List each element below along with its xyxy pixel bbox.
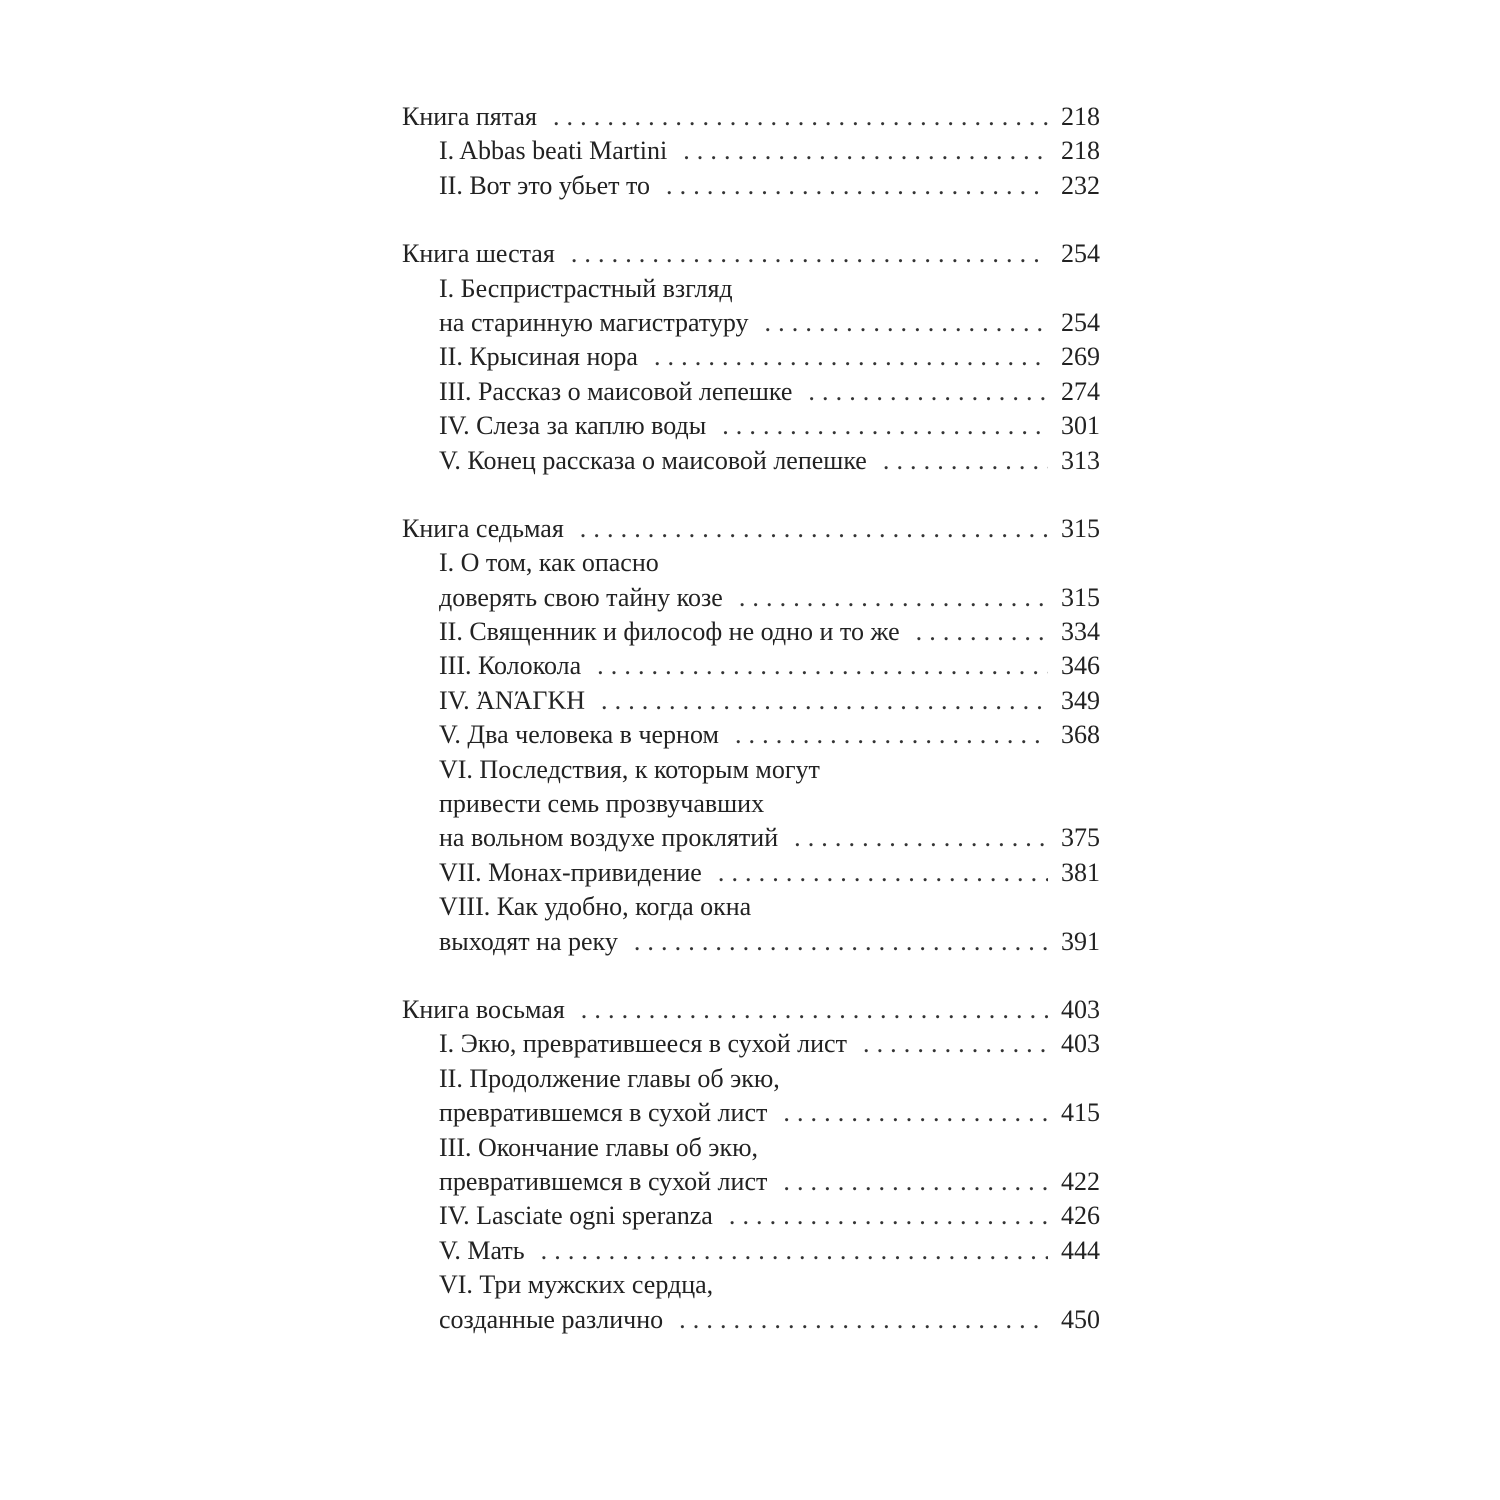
toc-chapter-entry <box>402 925 1100 959</box>
toc-chapter-entry <box>402 375 1100 409</box>
dot-leader <box>597 649 1048 683</box>
dot-leader <box>729 1199 1048 1233</box>
toc-chapter-entry <box>402 340 1100 374</box>
chapter-title: VI. Последствия, к которым могут <box>439 754 820 784</box>
dot-leader <box>783 1165 1048 1199</box>
dot-leader <box>765 306 1048 340</box>
chapter-title: III. Колокола <box>439 651 582 681</box>
dot-leader <box>735 718 1048 752</box>
page-number: 403 <box>1061 1029 1100 1059</box>
dot-leader <box>679 1303 1048 1337</box>
page-number: 315 <box>1061 513 1100 543</box>
dot-leader <box>541 1234 1048 1268</box>
toc-chapter-entry <box>402 1027 1100 1061</box>
dot-leader <box>783 1096 1048 1130</box>
toc-chapter-entry <box>402 169 1100 203</box>
toc-chapter-entry <box>402 1303 1100 1337</box>
page-number: 218 <box>1061 102 1100 131</box>
chapter-title: V. Два человека в черном <box>439 720 719 750</box>
page-number: 313 <box>1061 445 1100 475</box>
dot-leader <box>863 1027 1048 1061</box>
page-number: 315 <box>1061 582 1100 612</box>
chapter-title: превратившемся в сухой лист <box>439 1098 768 1128</box>
toc-chapter-entry <box>402 1268 1100 1302</box>
chapter-title: IV. Lasciate ogni speranza <box>439 1201 713 1231</box>
dot-leader <box>794 821 1048 855</box>
page-number: 375 <box>1061 823 1100 853</box>
page-number: 334 <box>1061 617 1100 647</box>
toc-chapter-entry <box>402 134 1100 168</box>
page-number: 301 <box>1061 411 1100 441</box>
toc-chapter-entry <box>402 684 1100 718</box>
chapter-title: V. Конец рассказа о маисовой лепешке <box>439 445 867 475</box>
page-number: 426 <box>1061 1201 1100 1231</box>
dot-leader <box>916 615 1048 649</box>
toc-chapter-entry <box>402 581 1100 615</box>
toc-chapter-entry <box>402 890 1100 924</box>
toc-chapter-entry <box>402 444 1100 478</box>
toc-chapter-entry <box>402 306 1100 340</box>
dot-leader <box>571 237 1048 271</box>
dot-leader <box>666 169 1048 203</box>
chapter-title: III. Окончание главы об экю, <box>439 1132 759 1162</box>
page-number: 232 <box>1061 170 1100 200</box>
toc-book-section <box>402 237 1100 478</box>
toc-chapter-entry <box>402 753 1100 787</box>
chapter-title: превратившемся в сухой лист <box>439 1166 768 1196</box>
chapter-title: IV. Слеза за каплю воды <box>439 411 707 441</box>
chapter-title: на вольном воздухе проклятий <box>439 823 779 853</box>
book-title: Книга седьмая <box>402 513 564 543</box>
chapter-title: III. Рассказ о маисовой лепешке <box>439 376 793 406</box>
dot-leader <box>601 684 1048 718</box>
page-number: 274 <box>1061 376 1100 406</box>
book-title: Книга шестая <box>402 239 555 269</box>
chapter-title: на старинную магистратуру <box>439 307 749 337</box>
toc-chapter-entry <box>402 1199 1100 1233</box>
toc-chapter-entry <box>402 1234 1100 1268</box>
chapter-title: II. Вот это убьет то <box>439 170 651 200</box>
chapter-title: VI. Три мужских сердца, <box>439 1270 714 1300</box>
dot-leader <box>581 993 1048 1027</box>
toc-chapter-entry <box>402 1062 1100 1096</box>
dot-leader <box>722 409 1048 443</box>
page-number: 254 <box>1061 239 1100 269</box>
table-of-contents <box>402 100 1100 1371</box>
chapter-title: привести семь прозвучавших <box>439 789 765 819</box>
page-number: 444 <box>1061 1235 1100 1265</box>
chapter-title: доверять свою тайну козе <box>439 582 723 612</box>
chapter-title: V. Мать <box>439 1235 525 1265</box>
chapter-title: I. О том, как опасно <box>439 548 659 578</box>
chapter-title: II. Священник и философ не одно и то же <box>439 617 900 647</box>
page-number: 269 <box>1061 342 1100 372</box>
toc-chapter-entry <box>402 787 1100 821</box>
chapter-title: I. Экю, превратившееся в сухой лист <box>439 1029 847 1059</box>
toc-chapter-entry <box>402 1096 1100 1130</box>
chapter-title: VII. Монах-привидение <box>439 857 702 887</box>
chapter-title: II. Крысиная нора <box>439 342 638 372</box>
page-number: 346 <box>1061 651 1100 681</box>
toc-chapter-entry <box>402 615 1100 649</box>
dot-leader <box>883 444 1048 478</box>
page-number: 381 <box>1061 857 1100 887</box>
book-title: Книга пятая <box>402 102 537 131</box>
toc-book-section <box>402 512 1100 959</box>
page-number: 450 <box>1061 1304 1100 1334</box>
page-number: 368 <box>1061 720 1100 750</box>
toc-chapter-entry <box>402 1131 1100 1165</box>
chapter-title: IV. ἈΝΆΓΚΗ <box>439 685 585 715</box>
toc-chapter-entry <box>402 409 1100 443</box>
toc-chapter-entry <box>402 1165 1100 1199</box>
dot-leader <box>683 134 1048 168</box>
toc-book-heading <box>402 512 1100 546</box>
chapter-title: созданные различно <box>439 1304 664 1334</box>
toc-book-heading <box>402 993 1100 1027</box>
toc-book-section <box>402 993 1100 1337</box>
chapter-title: VIII. Как удобно, когда окна <box>439 892 752 922</box>
page-number: 218 <box>1061 136 1100 166</box>
page-number: 422 <box>1061 1166 1100 1196</box>
dot-leader <box>553 100 1048 134</box>
dot-leader <box>580 512 1048 546</box>
page-number: 349 <box>1061 685 1100 715</box>
chapter-title: выходят на реку <box>439 926 618 956</box>
toc-chapter-entry <box>402 821 1100 855</box>
page-number: 403 <box>1061 994 1100 1024</box>
chapter-title: I. Abbas beati Martini <box>439 136 668 166</box>
dot-leader <box>808 375 1048 409</box>
page-number: 254 <box>1061 307 1100 337</box>
toc-chapter-entry <box>402 856 1100 890</box>
toc-book-heading <box>402 237 1100 271</box>
chapter-title: II. Продолжение главы об экю, <box>439 1063 780 1093</box>
chapter-title: I. Беспристрастный взгляд <box>439 273 733 303</box>
dot-leader <box>634 925 1048 959</box>
book-title: Книга восьмая <box>402 994 565 1024</box>
toc-chapter-entry <box>402 546 1100 580</box>
toc-book-section <box>402 100 1100 203</box>
toc-book-heading <box>402 100 1100 134</box>
dot-leader <box>718 856 1048 890</box>
toc-chapter-entry <box>402 649 1100 683</box>
page-number: 391 <box>1061 926 1100 956</box>
page-number: 415 <box>1061 1098 1100 1128</box>
toc-chapter-entry <box>402 272 1100 306</box>
toc-chapter-entry <box>402 718 1100 752</box>
dot-leader <box>654 340 1048 374</box>
dot-leader <box>739 581 1048 615</box>
